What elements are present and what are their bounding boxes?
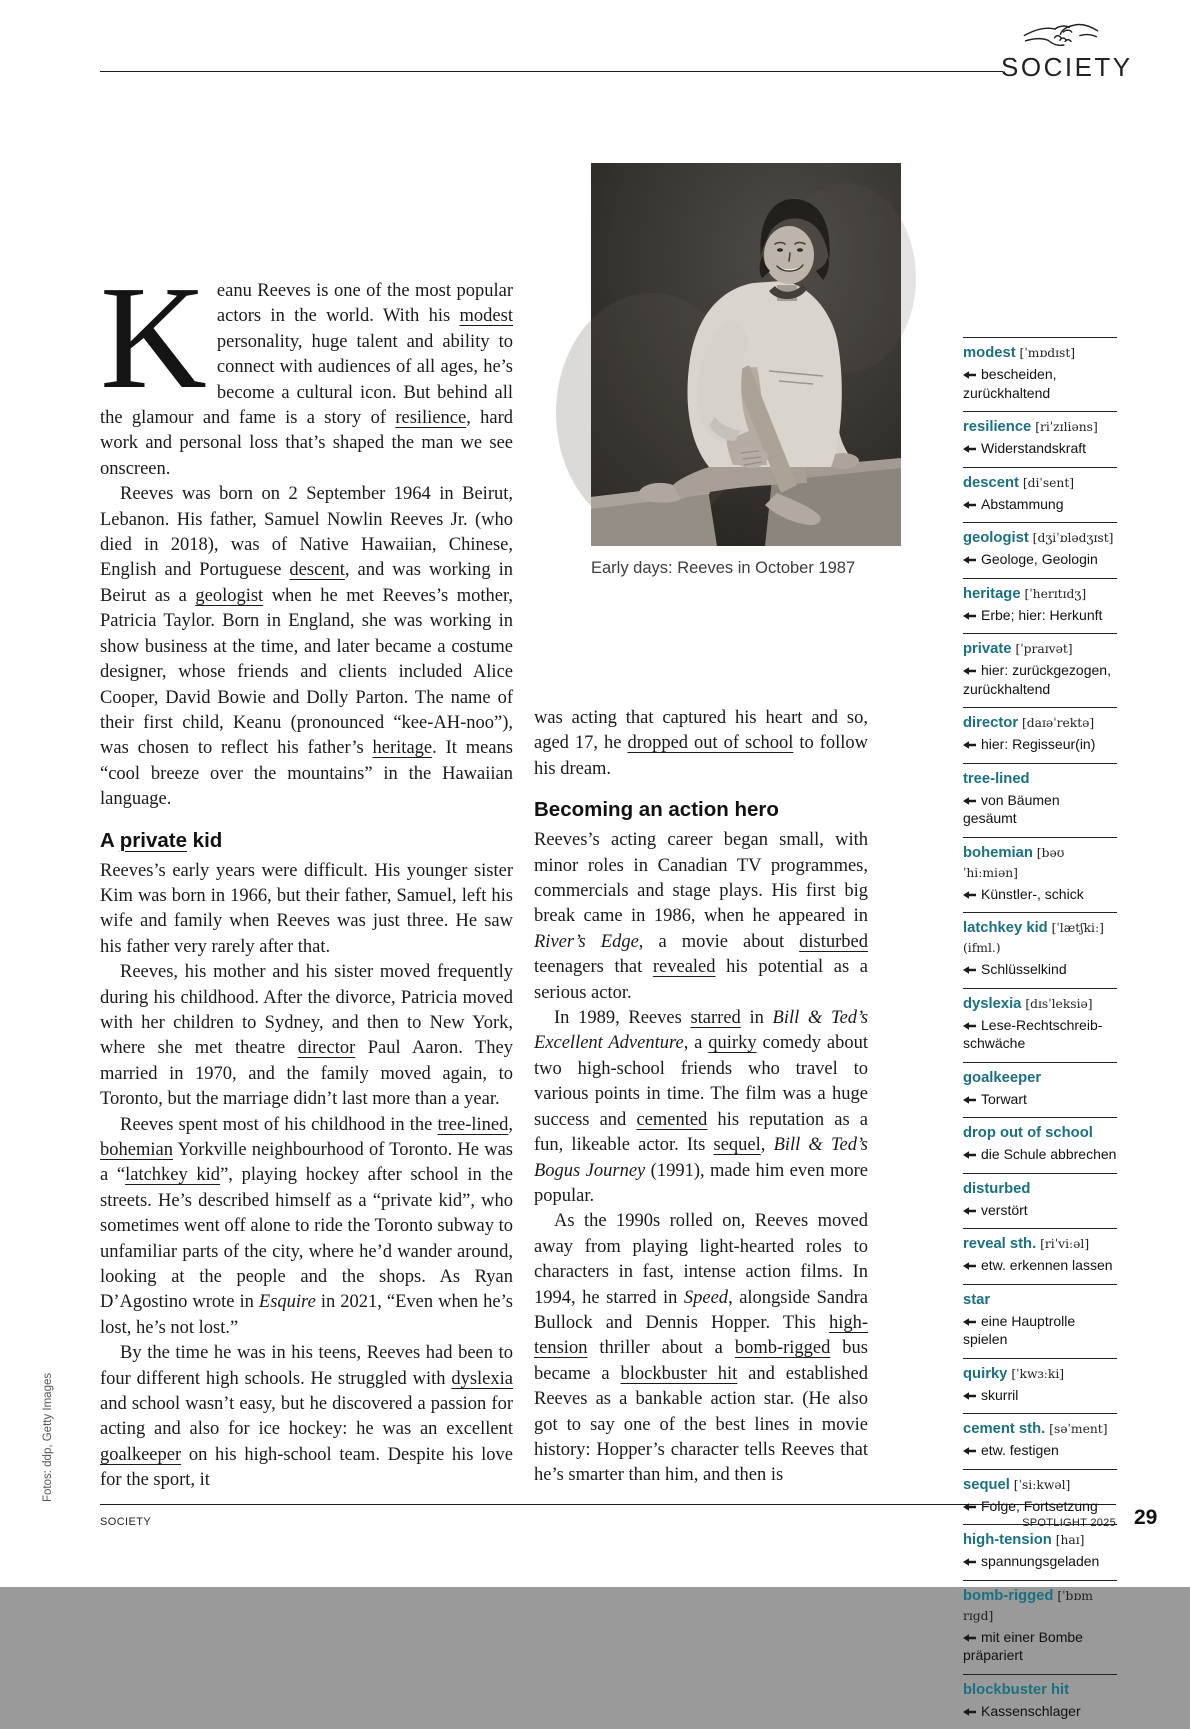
italic-title: Speed [684,1288,728,1308]
vocab-term: private [963,641,1012,657]
vocab-phonetic: [ˈsiːkwəl] [1010,1478,1070,1492]
text-run: comedy about two high-school friends who travel to various points in time. The film was a huge success and [534,1033,868,1129]
vocab-entry [963,1284,1117,1358]
vocab-translation-text: Abstammung [981,496,1063,512]
vocab-term: disturbed [963,1181,1030,1197]
underlined-term: director [298,1038,356,1058]
vocab-headword [963,343,1117,363]
text-run: As the 1990s rolled on, Reeves moved away from playing light-hearted roles to characters in fast, intense action films. In 1994, he starred in [534,1211,868,1307]
text-run: , [761,1135,774,1155]
section-heading [100,828,513,853]
underlined-term: resilience [395,408,466,428]
vocab-term: cement sth. [963,1421,1045,1437]
vocab-headword [963,843,1117,883]
underlined-term: private [120,829,187,852]
text-run: (1991), made him even more popular. [534,1161,868,1206]
vocab-entry [963,837,1117,913]
vocab-entry [963,1524,1117,1580]
vocab-entry [963,578,1117,634]
vocab-translation [963,1145,1117,1164]
vocab-translation [963,885,1117,904]
text-run: teenagers that [534,957,653,977]
vocab-entry [963,1173,1117,1229]
underlined-term: high-tension [534,1313,868,1358]
vocab-translation-text: etw. festigen [981,1442,1059,1458]
vocab-term: director [963,715,1018,731]
vocab-translation-text: bescheiden, zurückhaltend [963,366,1057,401]
arrow-left-icon [963,1096,976,1104]
text-run: Reeves, his mother and his sister moved frequently during his childhood. After the divorce, Patricia moved with her children to Sydney, and then to New York, where she met theatre [100,962,513,1058]
text-run: his reputation as a fun, likeable actor. Its [534,1110,868,1155]
vocab-translation [963,661,1117,698]
vocab-phonetic: [səˈment] [1045,1422,1107,1436]
vocab-headword [963,584,1117,604]
vocab-term: sequel [963,1477,1010,1493]
vocab-headword [963,918,1117,958]
vocab-term: high-tension [963,1532,1052,1548]
photo-block [591,163,901,578]
text-run: Reeves’s early years were difficult. His younger sister Kim was born in 1966, but their father, Samuel, left his wife and family when Reeves was just three. He saw his father very rarely after that. [100,861,513,957]
arrow-left-icon [963,1262,976,1270]
text-run: ”, playing hockey after school in the streets. He’s described himself as a “private kid”, who sometimes went off alone to ride the Toronto subway to unfamiliar parts of the city, where he’d wander around, looking at the people and the shops. As Ryan D’Agostino wrote in [100,1165,513,1312]
vocab-term: heritage [963,586,1021,602]
vocab-term: blockbuster hit [963,1682,1069,1698]
vocab-translation-text: Künstler-, schick [981,886,1084,902]
vocab-translation [963,735,1117,754]
vocab-entry [963,411,1117,467]
arrow-left-icon [963,667,976,675]
text-run: to follow his dream. [534,733,868,778]
vocab-translation-text: Widerstandskraft [981,440,1086,456]
vocab-term: resilience [963,419,1031,435]
vocab-translation-text: von Bäumen gesäumt [963,792,1060,827]
underlined-term: blockbuster hit [621,1364,738,1384]
vocab-entry [963,522,1117,578]
underlined-term: geologist [195,586,263,606]
underlined-term: tree-lined [438,1115,509,1135]
arrow-left-icon [963,1634,976,1642]
vocab-translation [963,1628,1117,1665]
vocab-translation [963,960,1117,979]
underlined-term: bomb-rigged [735,1338,831,1358]
vocab-headword [963,1290,1117,1310]
vocab-translation-text: etw. erkennen lassen [981,1257,1113,1273]
italic-title: Esquire [259,1292,316,1312]
vocab-entry [963,1413,1117,1469]
underlined-term: heritage [373,738,433,758]
underlined-term: revealed [653,957,716,977]
italic-title: Bill & Ted’s Bogus Journey [534,1135,868,1180]
footer-magazine: SPOTLIGHT 2025 [1022,1517,1116,1529]
vocab-entry [963,988,1117,1062]
page-number: 29 [1134,1506,1157,1530]
vocab-entry [963,633,1117,707]
vocab-entry [963,467,1117,523]
underlined-term: quirky [708,1033,756,1053]
vocab-translation [963,365,1117,402]
vocab-translation-text: mit einer Bombe präpariert [963,1629,1083,1664]
underlined-term: latchkey kid [125,1165,220,1185]
vocab-entry [963,1062,1117,1118]
vocab-headword [963,769,1117,789]
underlined-term: sequel [714,1135,761,1155]
vocab-translation-text: Schlüsselkind [981,961,1067,977]
text-run: in 2021, “Even when he’s lost, he’s not lost.” [100,1292,513,1337]
vocab-entry [963,337,1117,411]
vocab-headword [963,1586,1117,1626]
text-run: bus became a [534,1338,868,1383]
article-paragraph [100,482,513,812]
vocab-phonetic: [ˈmɒdɪst] [1016,346,1075,360]
underlined-term: starred [690,1008,740,1028]
vocab-translation-text: Torwart [981,1091,1027,1107]
vocab-headword [963,1364,1117,1384]
vocab-translation [963,791,1117,828]
vocab-translation-text: eine Hauptrolle spielen [963,1313,1075,1348]
text-run: Yorkville neighbourhood of Toronto. He was a “ [100,1140,513,1185]
text-run: personality, huge talent and ability to connect with audiences of all ages, he’s become a cultural icon. But behind all the glamour and fame is a story of [100,332,513,428]
underlined-term: dropped out of school [627,733,793,753]
text-run: A [100,829,120,852]
vocab-translation-text: Lese-Rechtschreibschwäche [963,1017,1102,1052]
arrow-left-icon [963,1207,976,1215]
article-paragraph [100,1341,513,1493]
vocab-term: reveal sth. [963,1236,1036,1252]
vocab-headword [963,417,1117,437]
vocab-term: geologist [963,530,1029,546]
vocab-headword [963,994,1117,1014]
underlined-term: bohemian [100,1140,173,1160]
vocab-headword [963,1179,1117,1199]
vocab-phonetic: [dɪsˈleksiə] [1021,997,1092,1011]
vocab-entry [963,707,1117,763]
vocab-translation [963,606,1117,625]
vocab-translation-text: spannungsgeladen [981,1553,1099,1569]
vocab-translation [963,1090,1117,1109]
article-paragraph [534,1209,868,1488]
vocab-translation-text: Erbe; hier: Herkunft [981,607,1102,623]
footer-rule [100,1504,1116,1505]
vocab-translation-text: hier: Regisseur(in) [981,736,1095,752]
vocab-translation [963,1441,1117,1460]
vocab-term: goalkeeper [963,1070,1041,1086]
vocab-phonetic: [ˈbɒm rɪgd] [963,1589,1093,1623]
vocab-phonetic: [haɪ] [1052,1533,1085,1547]
underlined-term: modest [460,306,513,326]
handshake-icon [1022,6,1100,58]
underlined-term: descent [289,560,344,580]
article-paragraph [100,960,513,1112]
vocab-phonetic: [bəʊˈhiːmiən] [963,846,1064,880]
text-run: Reeves was born on 2 September 1964 in Beirut, Lebanon. His father, Samuel Nowlin Reeves Jr. (who died in 2018), was of Native Hawaiian, Chinese, English and Portuguese [100,484,513,580]
arrow-left-icon [963,966,976,974]
arrow-left-icon [963,612,976,620]
vocab-headword [963,1123,1117,1143]
vocab-headword [963,713,1117,733]
underlined-term: disturbed [799,932,868,952]
vocab-translation [963,1312,1117,1349]
article-column-2 [534,706,868,1489]
vocab-phonetic: [dʒiˈɒlədʒɪst] [1029,531,1114,545]
vocab-headword [963,1419,1117,1439]
text-run: , alongside Sandra Bullock and Dennis Hopper. This [534,1288,868,1333]
vocab-translation [963,495,1117,514]
vocab-headword [963,1530,1117,1550]
arrow-left-icon [963,891,976,899]
vocab-translation-text: skurril [981,1387,1018,1403]
arrow-left-icon [963,445,976,453]
text-run: in [741,1008,773,1028]
vocab-entry [963,1674,1117,1729]
vocab-entry [963,763,1117,837]
arrow-left-icon [963,1151,976,1159]
italic-title: River’s Edge [534,932,639,952]
text-run: and established Reeves as a bankable action star. (He also got to say one of the best lines in movie history: Hopper’s character tells Reeves that he’s smarter than him, and then is [534,1364,868,1486]
article-paragraph [534,828,868,1006]
vocab-headword [963,473,1117,493]
vocab-term: modest [963,345,1016,361]
text-run: thriller about a [587,1338,734,1358]
underlined-term: goalkeeper [100,1445,181,1465]
vocab-entry [963,1117,1117,1173]
text-run: , hard work and personal loss that’s shaped the man we see onscreen. [100,408,513,479]
drop-cap: K [100,285,207,387]
vocab-phonetic: [riˈzɪliəns] [1031,420,1097,434]
arrow-left-icon [963,797,976,805]
vocab-headword [963,528,1117,548]
vocab-translation-text: hier: zurückgezogen, zurückhaltend [963,662,1111,697]
text-run: eanu Reeves is one of the most popular actors in the world. With his [217,281,513,326]
vocab-term: star [963,1292,990,1308]
text-run: , a [684,1033,709,1053]
text-run: Paul Aaron. They married in 1970, and the family moved again, to Toronto, but the marriage didn’t last more than a year. [100,1038,513,1109]
text-run: and school wasn’t easy, but he discovered a passion for acting and also for ice hockey: he was an excellent [100,1394,513,1439]
arrow-left-icon [963,1558,976,1566]
text-run: kid [187,829,222,852]
vocab-translation [963,1497,1117,1516]
photo-keanu-reeves [591,163,901,546]
vocab-phonetic: [riˈviːəl] [1036,1237,1089,1251]
text-run: when he met Reeves’s mother, Patricia Taylor. Born in England, she was working in show business at the time, and later became a costume designer, whose friends and clients included Alice Cooper, David Bowie and Dolly Parton. The name of their first child, Keanu (pronounced “kee-AH-noo”), was chosen to reflect his father’s [100,586,513,758]
vocab-entry [963,1580,1117,1674]
vocab-term: bomb-rigged [963,1588,1053,1604]
arrow-left-icon [963,556,976,564]
vocab-entry [963,912,1117,988]
text-run: In 1989, Reeves [554,1008,690,1028]
vocab-translation-text: die Schule abbrechen [981,1146,1116,1162]
text-run: . It means “cool breeze over the mountains” in the Hawaiian language. [100,738,513,809]
vocab-translation-text: Kassenschlager [981,1703,1081,1719]
section-title: SOCIETY [1001,52,1117,83]
vocab-translation [963,1256,1117,1275]
vocab-translation [963,439,1117,458]
vocab-headword [963,1234,1117,1254]
vocab-translation [963,1552,1117,1571]
vocab-headword [963,1475,1117,1495]
vocab-term: drop out of school [963,1125,1093,1141]
text-run: Reeves’s acting career began small, with minor roles in Canadian TV programmes, commercials and stage plays. His first big break came in 1986, when he appeared in [534,830,868,926]
text-run: on his high-school team. Despite his love for the sport, it [100,1445,513,1490]
underlined-term: cemented [636,1110,707,1130]
vocab-phonetic: [diˈsent] [1019,476,1074,490]
article-paragraph [100,279,513,482]
vocab-term: descent [963,475,1019,491]
text-run: Becoming an action hero [534,798,779,821]
vocab-translation-text: Geologe, Geologin [981,551,1098,567]
underlined-term: dyslexia [451,1369,513,1389]
arrow-left-icon [963,501,976,509]
text-run: Reeves spent most of his childhood in the [120,1115,438,1135]
vocab-phonetic: [ˈlætʃkiː] (ifml.) [963,921,1104,955]
arrow-left-icon [963,371,976,379]
vocab-entry [963,1469,1117,1525]
vocab-translation-text: verstört [981,1202,1028,1218]
article-paragraph [534,706,868,782]
vocab-translation [963,1702,1117,1721]
vocab-phonetic: [ˈherɪtɪdʒ] [1021,587,1087,601]
vocab-term: bohemian [963,845,1033,861]
photo-caption: Early days: Reeves in October 1987 [591,559,901,578]
vocab-headword [963,639,1117,659]
vocab-translation [963,1386,1117,1405]
vocab-term: quirky [963,1366,1007,1382]
vocab-translation [963,1016,1117,1053]
vocab-translation-text: Folge, Fortsetzung [981,1498,1098,1514]
vocab-translation [963,550,1117,569]
text-run: , and was working in Beirut as a [100,560,513,605]
vocab-term: latchkey kid [963,920,1048,936]
vocab-term: dyslexia [963,996,1021,1012]
arrow-left-icon [963,741,976,749]
arrow-left-icon [963,1708,976,1716]
vocab-translation [963,1201,1117,1220]
vocab-term: tree-lined [963,771,1030,787]
header-rule [100,71,1003,72]
photo-credit: Fotos: ddp, Getty Images [42,1373,54,1502]
section-heading [534,797,868,822]
vocab-entry [963,1228,1117,1284]
italic-title: Bill & Ted’s Excellent Adventure [534,1008,868,1053]
arrow-left-icon [963,1022,976,1030]
article-paragraph [100,1113,513,1342]
text-run: his potential as a serious actor. [534,957,868,1002]
vocab-phonetic: [daɪəˈrektə] [1018,716,1094,730]
article-paragraph [100,859,513,961]
vocab-entry [963,1358,1117,1414]
article-column-1 [100,279,513,1494]
vocab-headword [963,1068,1117,1088]
vocab-headword [963,1680,1117,1700]
text-run: , [508,1115,513,1135]
arrow-left-icon [963,1392,976,1400]
text-run: By the time he was in his teens, Reeves had been to four different high schools. He struggled with [100,1343,513,1388]
arrow-left-icon [963,1447,976,1455]
text-run: , a movie about [639,932,799,952]
arrow-left-icon [963,1318,976,1326]
article-paragraph [534,1006,868,1209]
vocab-phonetic: [ˈpraɪvət] [1012,642,1073,656]
vocab-phonetic: [ˈkwɜːki] [1007,1367,1064,1381]
text-run: was acting that captured his heart and so, aged 17, he [534,708,868,753]
footer-section: SOCIETY [100,1516,151,1528]
